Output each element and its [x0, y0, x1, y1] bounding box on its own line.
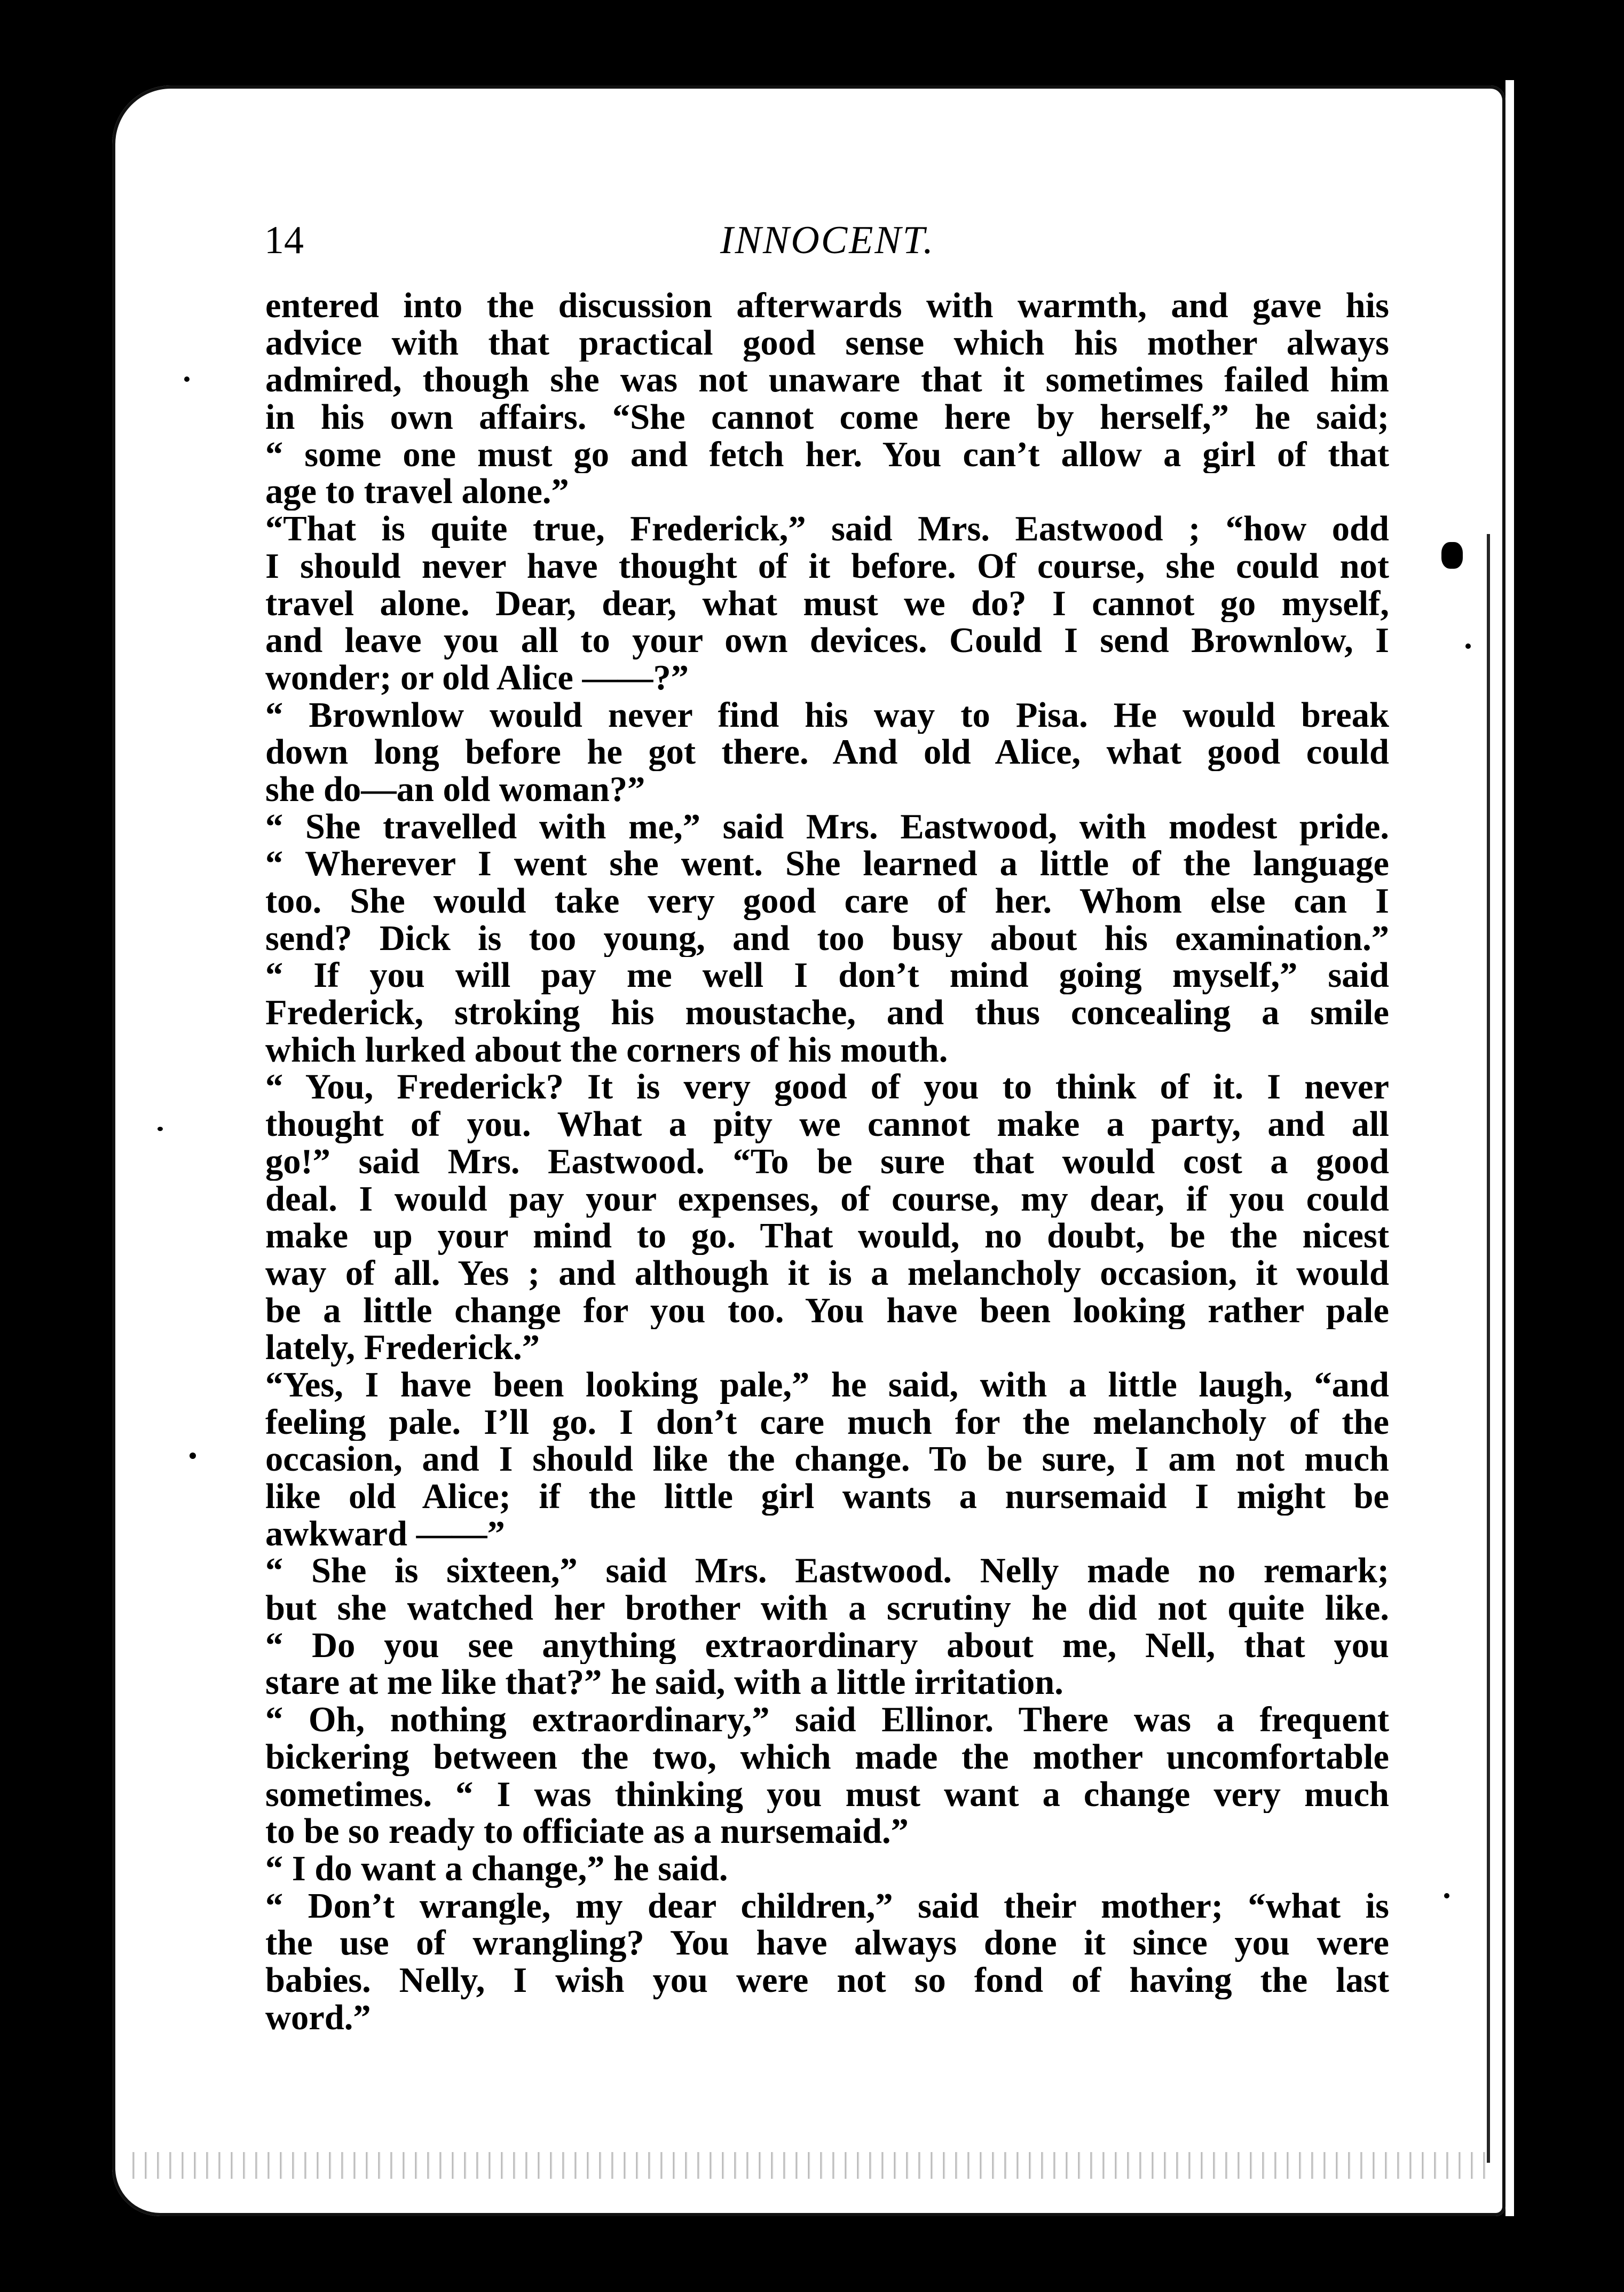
scan-speck — [190, 1453, 196, 1459]
text-line: “That is quite true, Frederick,” said Mrs. Eastwood ; “how odd — [265, 511, 1389, 548]
text-line: which lurked about the corners of his mouth. — [265, 1031, 948, 1069]
text-line: I should never have thought of it before. Of course, she could not — [265, 547, 1389, 585]
text-line: admired, though she was not unaware that it sometimes failed him — [265, 362, 1389, 399]
text-line: “ She is sixteen,” said Mrs. Eastwood. Nelly made no remark; — [265, 1552, 1389, 1590]
text-line: “ If you will pay me well I don’t mind going myself,” said — [265, 957, 1389, 995]
text-line: to be so ready to officiate as a nursemaid.” — [265, 1813, 909, 1850]
text-line: go!” said Mrs. Eastwood. “To be sure that would cost a good — [265, 1143, 1389, 1181]
text-line: “ Oh, nothing extraordinary,” said Ellinor. There was a frequent — [265, 1701, 1389, 1739]
text-line: too. She would take very good care of her. Whom else can I — [265, 883, 1389, 920]
scan-speck — [184, 376, 190, 382]
text-line: like old Alice; if the little girl wants a nursemaid I might be — [265, 1478, 1389, 1516]
text-line: deal. I would pay your expenses, of course, my dear, if you could — [265, 1180, 1389, 1218]
text-line: sometimes. “ I was thinking you must want a change very much — [265, 1776, 1389, 1814]
text-line: “ Do you see anything extraordinary about me, Nell, that you — [265, 1627, 1389, 1665]
scan-speck — [1465, 643, 1471, 649]
body-text — [265, 287, 1389, 2036]
scan-noise — [123, 2152, 1489, 2179]
text-line: Frederick, stroking his moustache, and thus concealing a smile — [265, 994, 1389, 1032]
scan-speck — [1441, 542, 1463, 569]
text-line: feeling pale. I’ll go. I don’t care much for the melancholy of the — [265, 1403, 1389, 1441]
text-line: lately, Frederick.” — [265, 1329, 540, 1367]
text-line: babies. Nelly, I wish you were not so fond of having the last — [265, 1961, 1389, 1999]
text-line: travel alone. Dear, dear, what must we do? I cannot go myself, — [265, 585, 1389, 623]
page-header — [264, 211, 1391, 270]
text-line: awkward ——” — [265, 1515, 505, 1553]
text-line: bickering between the two, which made the mother uncomfortable — [265, 1738, 1389, 1776]
text-line: “Yes, I have been looking pale,” he said, with a little laugh, “and — [265, 1366, 1389, 1404]
text-line: “ You, Frederick? It is very good of you to think of it. I never — [265, 1069, 1389, 1106]
scan-speck — [1444, 1893, 1449, 1898]
running-title: INNOCENT. — [720, 218, 935, 262]
scan-speck — [157, 1127, 163, 1131]
text-line: down long before he got there. And old Alice, what good could — [265, 734, 1389, 771]
text-line: “ Wherever I went she went. She learned a little of the language — [265, 845, 1389, 883]
text-line: word.” — [265, 1999, 371, 2037]
text-line: “ I do want a change,” he said. — [265, 1850, 728, 1888]
text-line: “ She travelled with me,” said Mrs. Eastwood, with modest pride. — [265, 808, 1389, 846]
text-line: way of all. Yes ; and although it is a melancholy occasion, it would — [265, 1254, 1389, 1292]
text-line: advice with that practical good sense which his mother always — [265, 324, 1389, 362]
text-line: thought of you. What a pity we cannot make a party, and all — [265, 1106, 1389, 1143]
page-edge-shadow — [1487, 534, 1490, 2163]
text-line: “ Don’t wrangle, my dear children,” said their mother; “what is — [265, 1887, 1389, 1925]
page-number: 14 — [264, 218, 304, 262]
text-line: entered into the discussion afterwards with warmth, and gave his — [265, 287, 1389, 325]
text-line: but she watched her brother with a scrutiny he did not quite like. — [265, 1590, 1389, 1627]
text-line: in his own affairs. “She cannot come here by herself,” he said; — [265, 399, 1389, 436]
text-line: make up your mind to go. That would, no doubt, be the nicest — [265, 1218, 1389, 1255]
text-line: wonder; or old Alice ——?” — [265, 659, 689, 697]
text-line: “ some one must go and fetch her. You can’t allow a girl of that — [265, 436, 1389, 474]
text-line: she do—an old woman?” — [265, 771, 645, 809]
text-line: and leave you all to your own devices. Could I send Brownlow, I — [265, 622, 1389, 660]
text-line: age to travel alone.” — [265, 473, 569, 511]
text-line: the use of wrangling? You have always done it since you were — [265, 1925, 1389, 1962]
text-line: occasion, and I should like the change. To be sure, I am not much — [265, 1441, 1389, 1478]
page-right-edge — [1505, 80, 1514, 2216]
text-line: stare at me like that?” he said, with a little irritation. — [265, 1664, 1063, 1702]
text-line: send? Dick is too young, and too busy about his examination.” — [265, 920, 1389, 957]
text-line: “ Brownlow would never find his way to Pisa. He would break — [265, 696, 1389, 734]
text-line: be a little change for you too. You have been looking rather pale — [265, 1292, 1389, 1330]
